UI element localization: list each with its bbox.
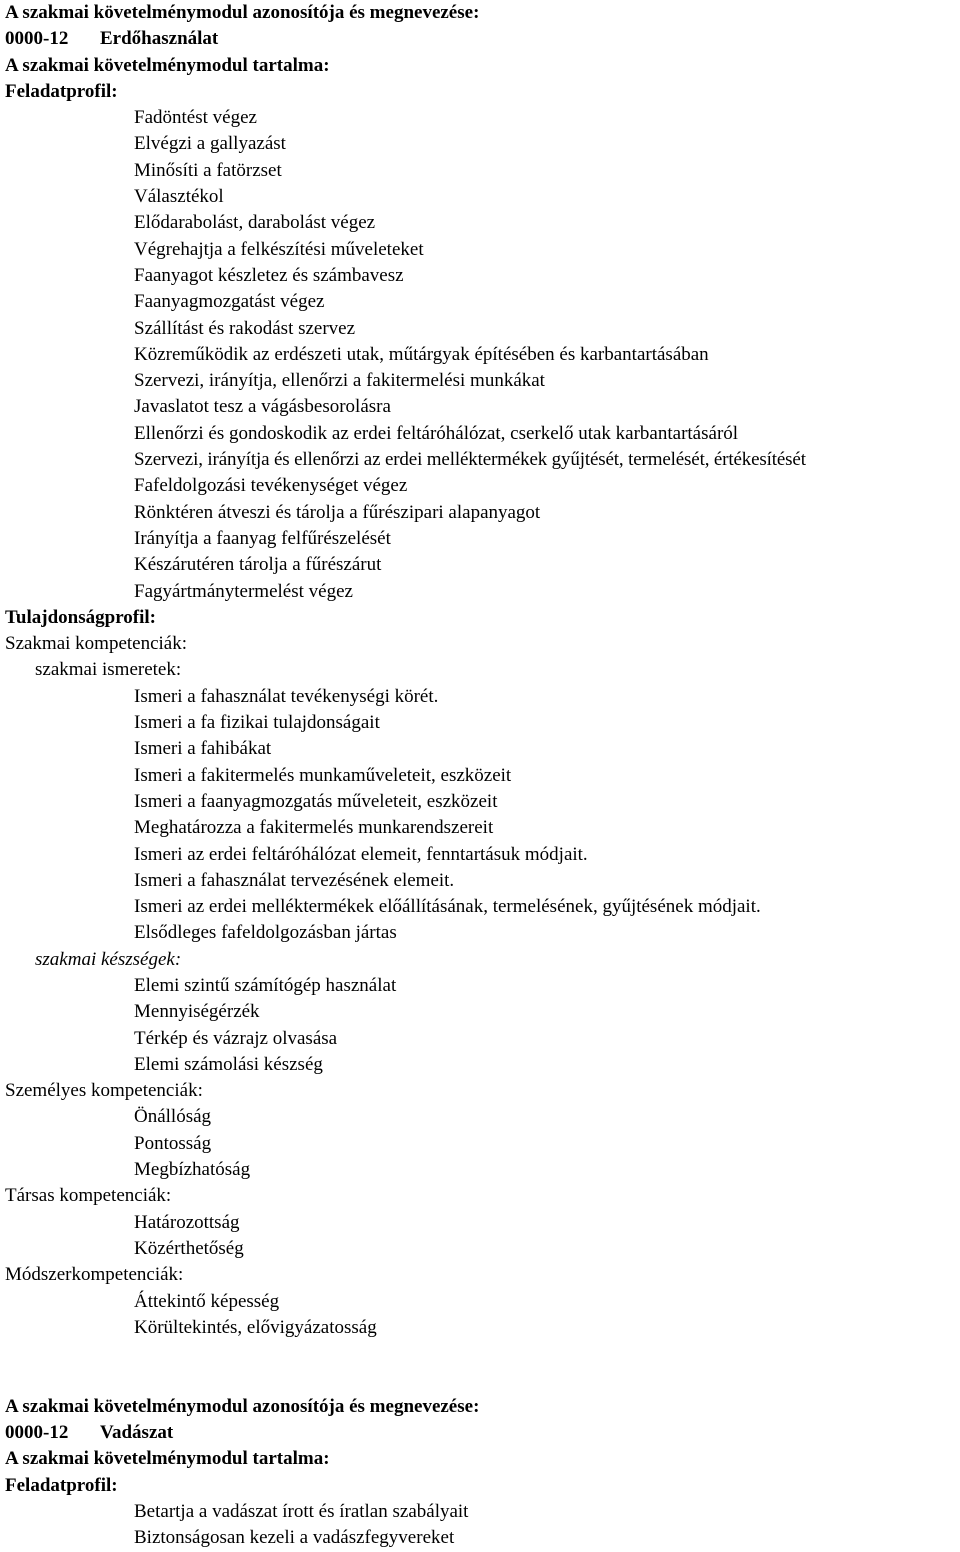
document bbox=[5, 0, 957, 1552]
knowledge-item: Ismeri a faanyagmozgatás műveleteit, eszközeit bbox=[134, 790, 498, 812]
task-item: Minősíti a fatörzset bbox=[134, 159, 282, 181]
module-title bbox=[5, 1420, 957, 1446]
method-competencies-heading: Módszerkompetenciák: bbox=[5, 1264, 184, 1286]
module-content-heading: A szakmai követelménymodul tartalma: bbox=[5, 1448, 330, 1470]
task-item: Elődarabolást, darabolást végez bbox=[134, 212, 376, 234]
task-item: Szervezi, irányítja, ellenőrzi a fakitermelési munkákat bbox=[134, 370, 545, 392]
knowledge-item: Ismeri a fa fizikai tulajdonságait bbox=[134, 712, 380, 734]
task-item: Javaslatot tesz a vágásbesorolásra bbox=[134, 396, 391, 418]
knowledge-item: Ismeri az erdei feltáróhálózat elemeit, fenntartásuk módjait. bbox=[134, 843, 588, 865]
section-spacer bbox=[5, 1341, 957, 1394]
module-name: Vadászat bbox=[100, 1422, 174, 1444]
task-item: Fadöntést végez bbox=[134, 107, 257, 129]
professional-competencies-heading: Szakmai kompetenciák: bbox=[5, 633, 188, 655]
property-profile-heading: Tulajdonságprofil: bbox=[5, 606, 156, 628]
task-item: Elvégzi a gallyazást bbox=[134, 133, 286, 155]
task-profile-heading: Feladatprofil: bbox=[5, 80, 118, 102]
module-content-heading: A szakmai követelménymodul tartalma: bbox=[5, 54, 330, 76]
social-item: Határozottság bbox=[134, 1211, 240, 1233]
knowledge-item: Ismeri a fahibákat bbox=[134, 738, 272, 760]
knowledge-item: Ismeri az erdei melléktermékek előállításának, termelésének, gyűjtésének módjait. bbox=[134, 896, 761, 918]
task-item: Szervezi, irányítja és ellenőrzi az erdei melléktermékek gyűjtését, termelését, értékesítését bbox=[134, 449, 806, 471]
module-code: 0000-12 bbox=[5, 28, 69, 50]
task-item: Fagyártmánytermelést végez bbox=[134, 580, 353, 602]
module-name: Erdőhasználat bbox=[100, 28, 219, 50]
knowledge-list bbox=[5, 684, 957, 947]
task-item: Faanyagot készletez és számbavesz bbox=[134, 264, 404, 286]
knowledge-item: Ismeri a fakitermelés munkaműveleteit, eszközeit bbox=[134, 764, 512, 786]
task-item: Szállítást és rakodást szervez bbox=[134, 317, 356, 339]
personal-item: Önállóság bbox=[134, 1106, 212, 1128]
method-item: Áttekintő képesség bbox=[134, 1290, 280, 1312]
personal-list bbox=[5, 1104, 957, 1183]
method-list bbox=[5, 1289, 957, 1342]
skill-item: Mennyiségérzék bbox=[134, 1001, 260, 1023]
skill-item: Térkép és vázrajz olvasása bbox=[134, 1027, 338, 1049]
task-item: Fafeldolgozási tevékenységet végez bbox=[134, 475, 408, 497]
social-list bbox=[5, 1210, 957, 1263]
task-item: Rönktéren átveszi és tárolja a fűrészipari alapanyagot bbox=[134, 501, 541, 523]
task-item: Választékol bbox=[134, 186, 224, 208]
knowledge-item: Ismeri a fahasználat tervezésének elemeit. bbox=[134, 869, 455, 891]
knowledge-item: Elsődleges fafeldolgozásban jártas bbox=[134, 922, 397, 944]
skills-list bbox=[5, 973, 957, 1078]
task-item: Biztonságosan kezeli a vadászfegyvereket bbox=[134, 1527, 455, 1549]
task-item: Közreműködik az erdészeti utak, műtárgyak építésében és karbantartásában bbox=[134, 343, 709, 365]
task-item: Végrehajtja a felkészítési műveleteket bbox=[134, 238, 424, 260]
task-item: Faanyagmozgatást végez bbox=[134, 291, 325, 313]
social-item: Közérthetőség bbox=[134, 1237, 244, 1259]
skill-item: Elemi számolási készség bbox=[134, 1053, 323, 1075]
professional-skills-heading: szakmai készségek: bbox=[35, 948, 182, 970]
task-list bbox=[5, 105, 957, 605]
task-list bbox=[5, 1499, 957, 1552]
task-item: Ellenőrzi és gondoskodik az erdei feltáróhálózat, cserkelő utak karbantartásáról bbox=[134, 422, 739, 444]
module-id-heading: A szakmai követelménymodul azonosítója és megnevezése: bbox=[5, 2, 480, 23]
task-item: Betartja a vadászat írott és íratlan szabályait bbox=[134, 1500, 469, 1522]
personal-item: Megbízhatóság bbox=[134, 1159, 251, 1181]
module-title bbox=[5, 26, 957, 52]
task-item: Irányítja a faanyag felfűrészelését bbox=[134, 527, 391, 549]
module-id-heading: A szakmai követelménymodul azonosítója és megnevezése: bbox=[5, 1395, 480, 1417]
personal-competencies-heading: Személyes kompetenciák: bbox=[5, 1080, 203, 1102]
knowledge-item: Ismeri a fahasználat tevékenységi körét. bbox=[134, 685, 439, 707]
professional-knowledge-heading: szakmai ismeretek: bbox=[35, 659, 182, 681]
method-item: Körültekintés, elővigyázatosság bbox=[134, 1316, 377, 1338]
skill-item: Elemi szintű számítógép használat bbox=[134, 974, 397, 996]
module-code: 0000-12 bbox=[5, 1422, 69, 1444]
knowledge-item: Meghatározza a fakitermelés munkarendszereit bbox=[134, 817, 494, 839]
social-competencies-heading: Társas kompetenciák: bbox=[5, 1185, 172, 1207]
personal-item: Pontosság bbox=[134, 1132, 212, 1154]
task-profile-heading: Feladatprofil: bbox=[5, 1474, 118, 1496]
task-item: Készárutéren tárolja a fűrészárut bbox=[134, 554, 382, 576]
